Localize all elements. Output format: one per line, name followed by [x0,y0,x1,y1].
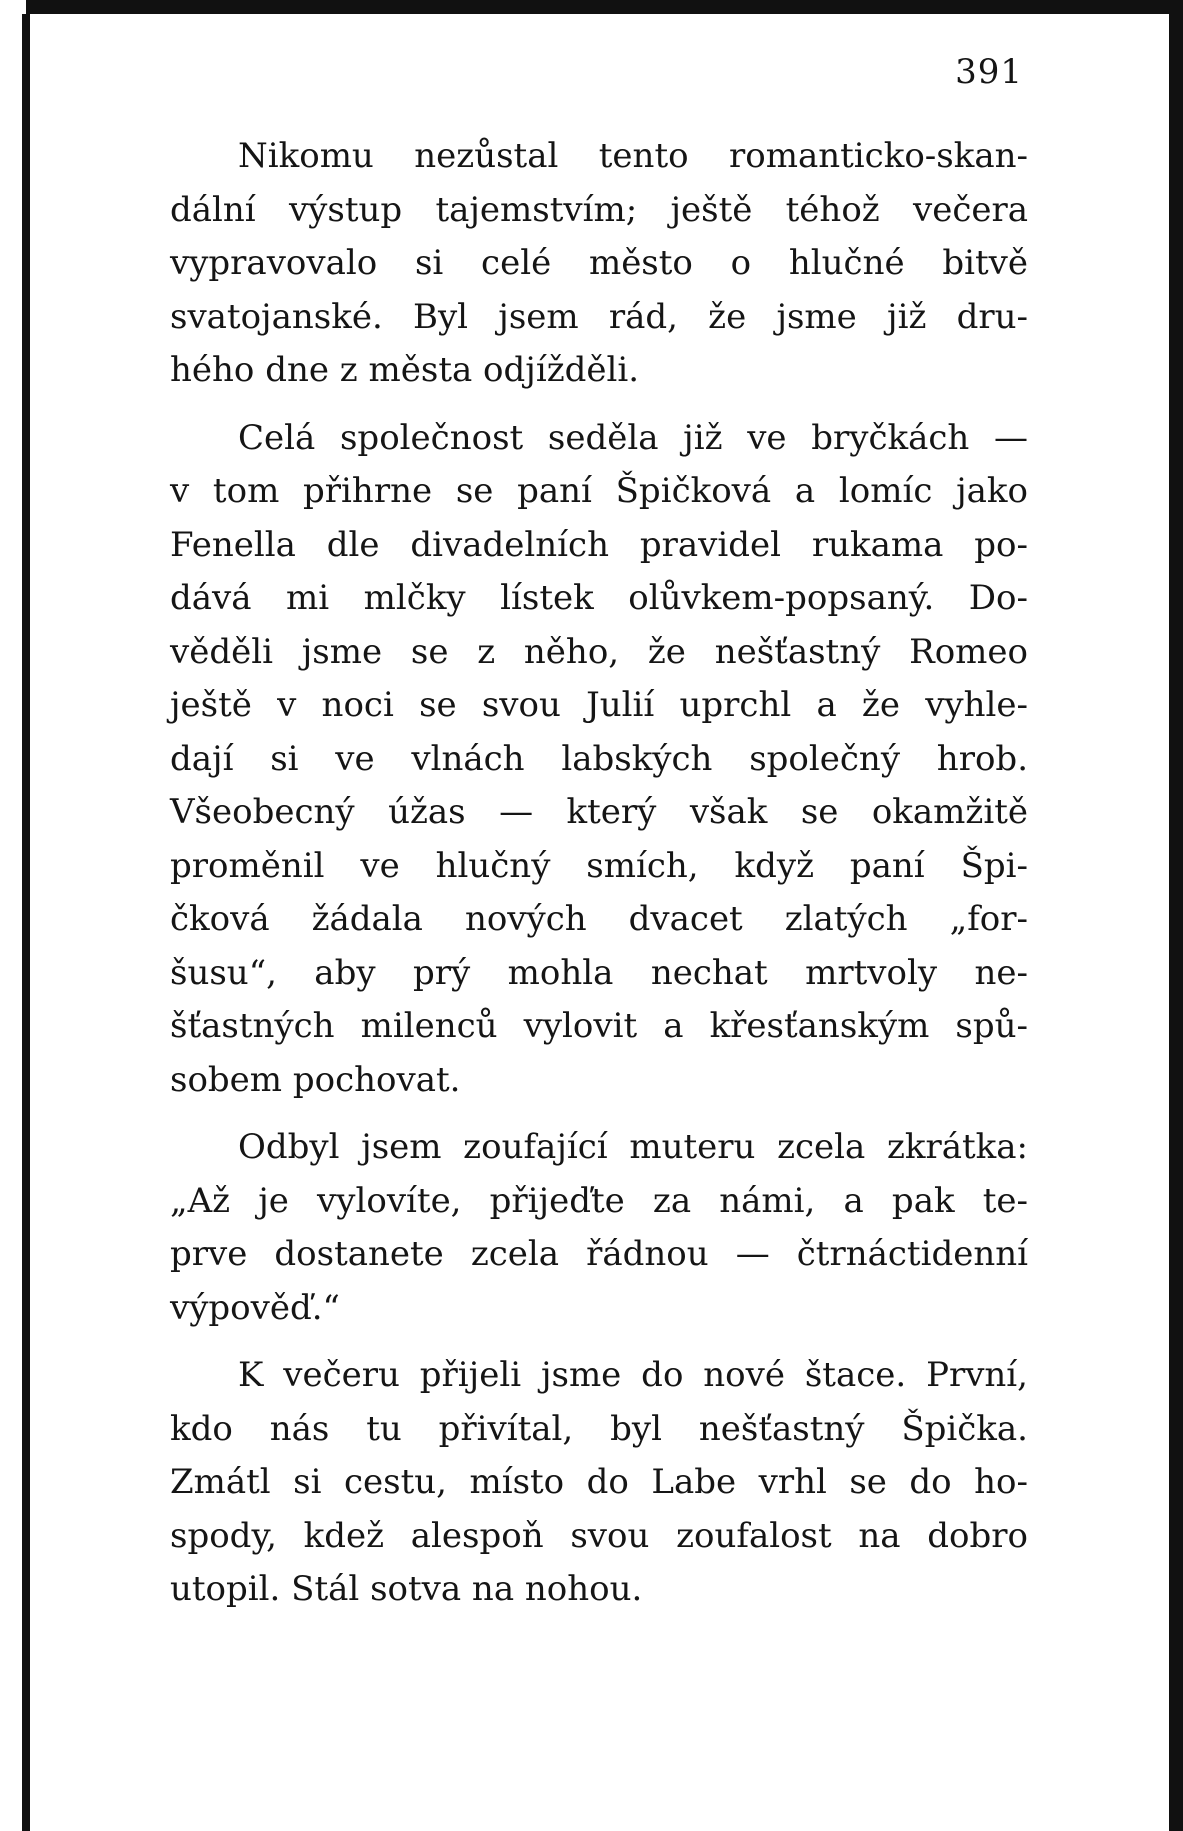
text-line: proměnil ve hlučný smích, když paní Špi- [170,845,1028,886]
text-line: Odbyl jsem zoufající muteru zcela zkrátka: [238,1127,1028,1167]
text-line: svatojanské. Byl jsem rád, že jsme již dru- [170,296,1028,337]
paragraph [170,1121,1028,1335]
text-line: Celá společnost seděla již ve bryčkách — [238,417,1028,458]
text-line: dají si ve vlnách labských společný hrob. [170,738,1028,779]
scan-edge-right [1169,0,1183,1831]
page-number: 391 [955,52,1023,92]
text-line: šťastných milenců vylovit a křesťanským spů- [170,1006,1028,1046]
paragraph [170,130,1028,398]
body-text [170,130,1028,1631]
text-line: „Až je vylovíte, přijeďte za námi, a pak te- [170,1180,1028,1221]
scan-edge-top [26,0,1183,14]
text-line: spody, kdež alespoň svou zoufalost na dobro [170,1515,1028,1556]
text-line: vypravovalo si celé město o hlučné bitvě [170,243,1028,283]
text-line: prve dostanete zcela řádnou — čtrnáctidenní [170,1234,1028,1274]
text-line: ještě v noci se svou Julií uprchl a že vyhle- [170,685,1028,725]
text-line: sobem pochovat. [170,1059,461,1100]
text-line: Nikomu nezůstal tento romanticko-skan- [238,136,1028,176]
text-line: dální výstup tajemstvím; ještě téhož večera [170,189,1028,230]
text-line: v tom přihrne se paní Špičková a lomíc jako [170,471,1028,511]
text-line: Fenella dle divadelních pravidel rukama po- [170,524,1028,565]
text-line: výpověď.“ [170,1287,340,1328]
text-line: dává mi mlčky lístek olůvkem-popsaný. Do- [170,578,1028,618]
text-line: utopil. Stál sotva na nohou. [170,1569,643,1609]
text-line: věděli jsme se z něho, že nešťastný Romeo [170,631,1028,672]
scan-edge-left-line [22,14,30,1831]
text-line: Zmátl si cestu, místo do Labe vrhl se do ho- [170,1462,1028,1502]
text-line: čková žádala nových dvacet zlatých „for- [170,899,1028,939]
text-line: K večeru přijeli jsme do nové štace. První, [238,1355,1028,1395]
text-line: šusu“, aby prý mohla nechat mrtvoly ne- [170,952,1028,993]
paragraph [170,1349,1028,1617]
paragraph [170,412,1028,1108]
text-line: Všeobecný úžas — který však se okamžitě [170,792,1028,832]
text-line: hého dne z města odjížděli. [170,350,640,390]
text-line: kdo nás tu přivítal, byl nešťastný Špička. [170,1408,1028,1449]
